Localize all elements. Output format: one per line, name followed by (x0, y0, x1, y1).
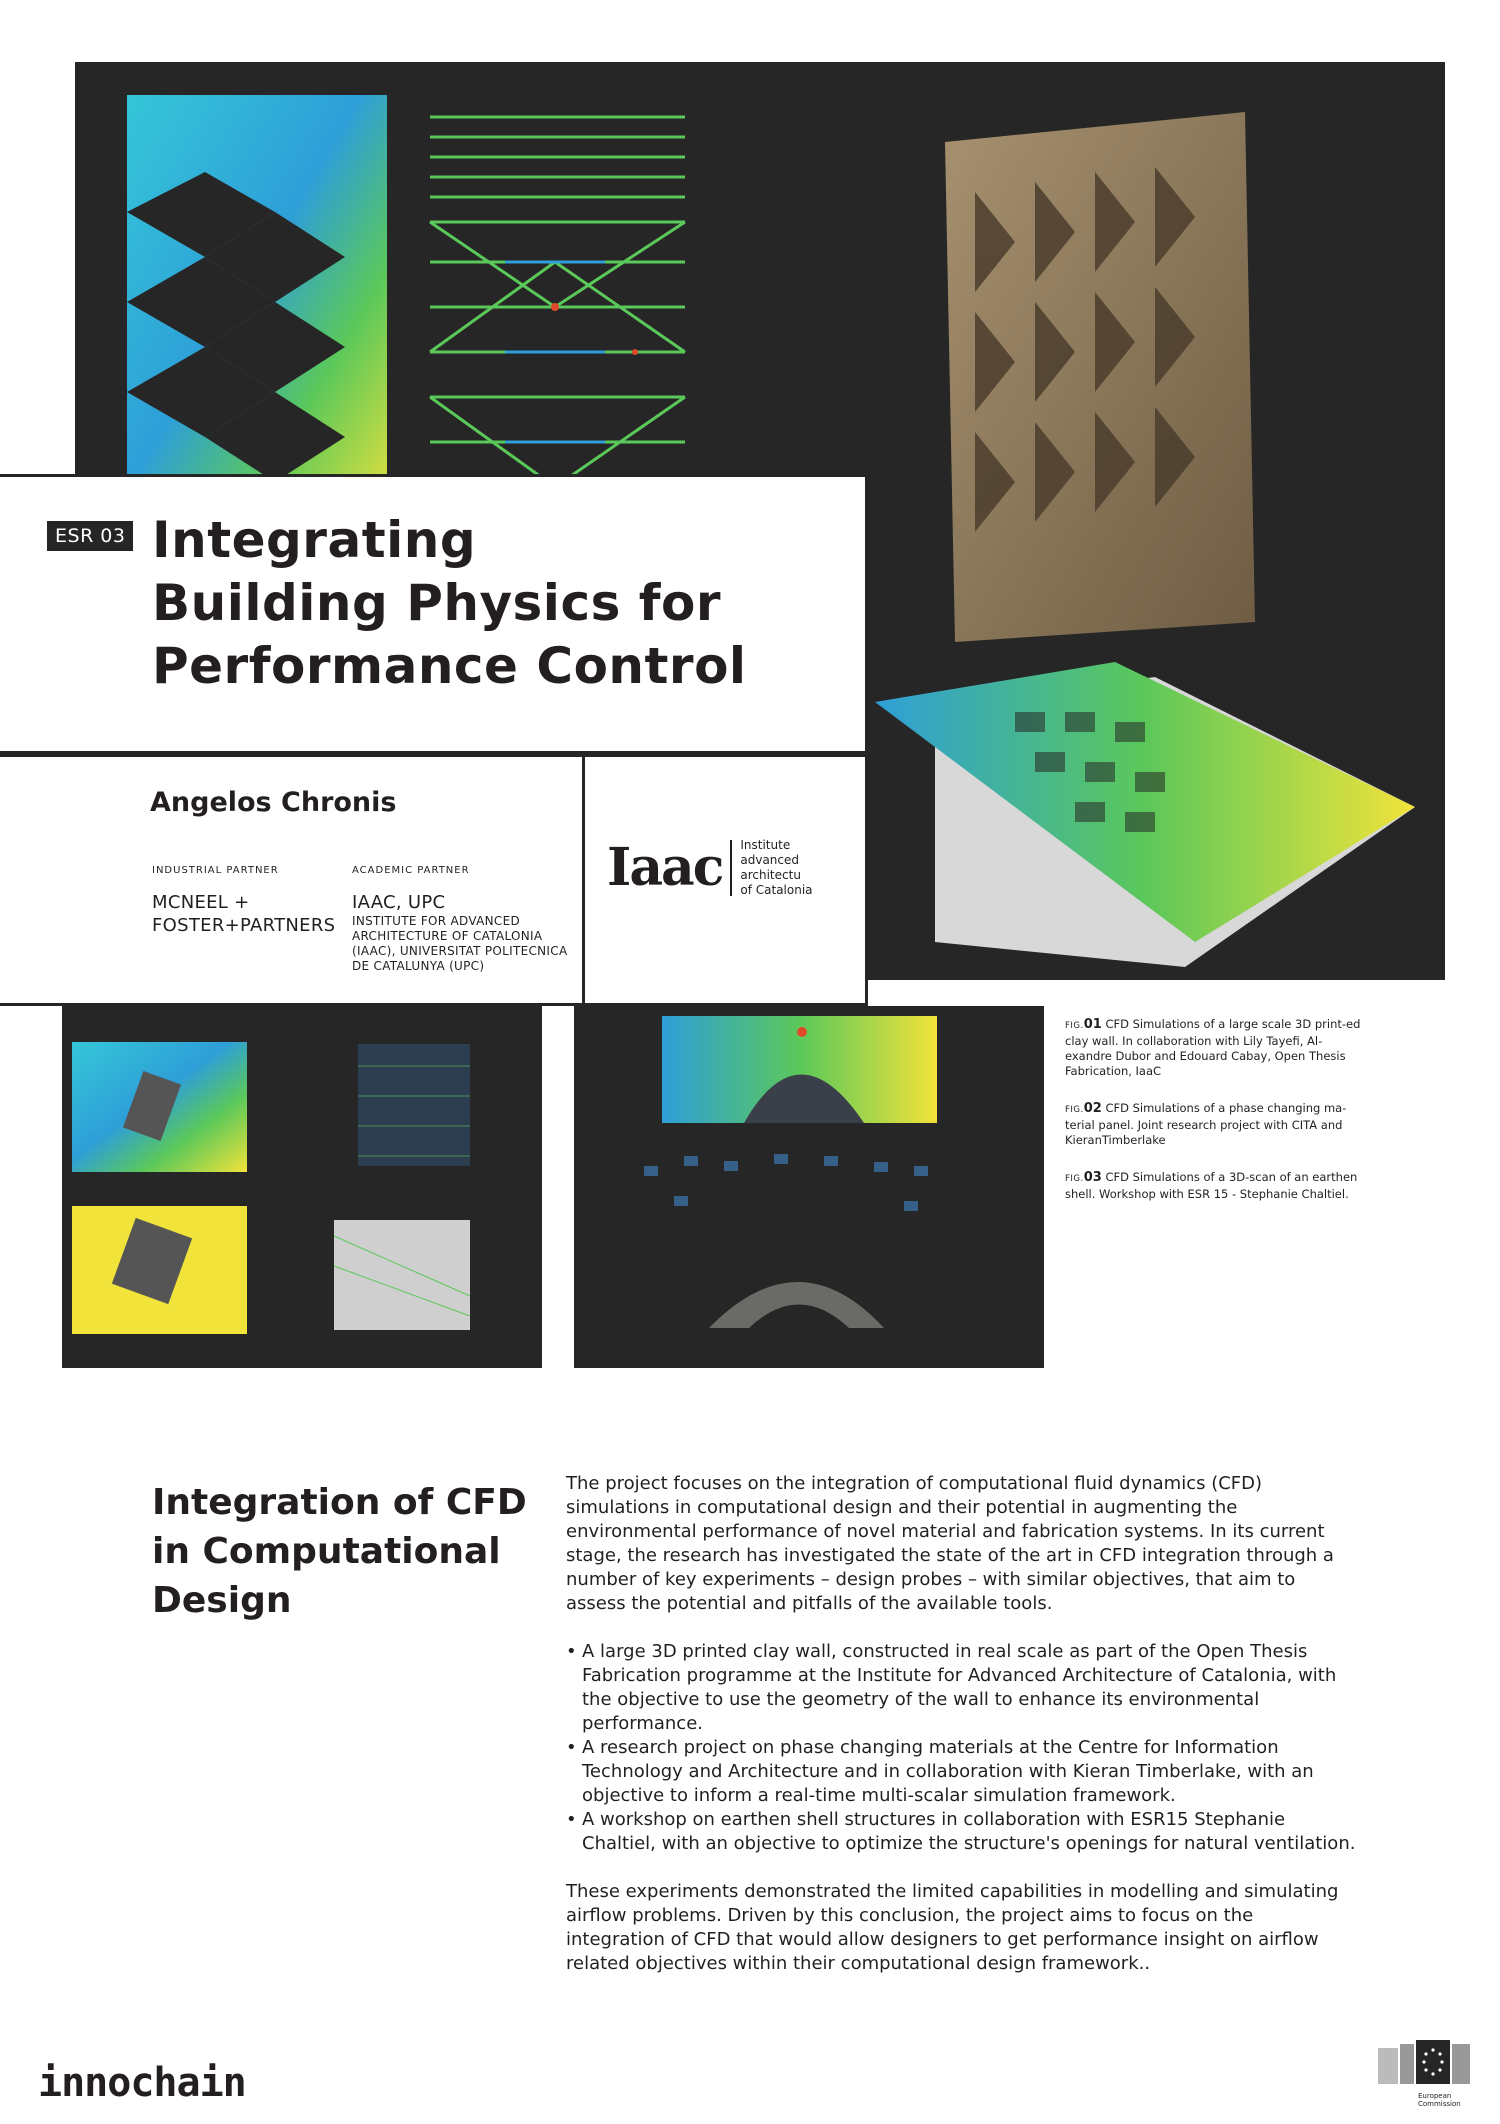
list-item: • A workshop on earthen shell structures in collaboration with ESR15 Stephanie Chaltiel, with an objective to optimize the structure's openings for natural ventilation. (566, 1808, 1356, 1856)
caption-text: CFD Simulations of a 3D-scan of an earthen shell. Workshop with ESR 15 - Stephanie Chaltiel. (1065, 1170, 1358, 1201)
fig02-image-panel (62, 1006, 542, 1368)
caption-fig02 (1065, 1101, 1363, 1148)
logo-text-line: architectu (740, 867, 801, 882)
title-line: Building Physics for (152, 574, 722, 632)
eu-commission-logo (1378, 2040, 1470, 2106)
list-item: • A research project on phase changing materials at the Centre for Information Technology and Architecture and in collaboration with Kieran Timberlake, with an objective to inform a real-time multi-scalar simulation framework. (566, 1736, 1356, 1808)
author-box (0, 754, 585, 1006)
figure-captions (1065, 1017, 1363, 1202)
earthen-shell-cfd (574, 1006, 1044, 1368)
academic-partner-detail (352, 914, 567, 974)
logo-text-line: Institute (740, 837, 791, 852)
page-title (152, 509, 747, 698)
caption-fig-num: 01 (1083, 1017, 1102, 1032)
fig03-image-panel (574, 1006, 1044, 1368)
eu-label-line: Commission (1418, 2100, 1461, 2108)
caption-fig-num: 03 (1083, 1170, 1102, 1185)
partner-line: FOSTER+PARTNERS (152, 915, 336, 936)
section-title (152, 1478, 527, 1625)
academic-partner-name: IAAC, UPC (352, 892, 446, 913)
clay-wall-photo (945, 112, 1255, 642)
section-title-line: in Computational (152, 1531, 501, 1572)
detail-line: (IAAC), UNIVERSITAT POLITECNICA (352, 944, 568, 958)
logo-divider (730, 840, 732, 896)
section-title-line: Design (152, 1580, 292, 1621)
section-title-line: Integration of CFD (152, 1482, 527, 1523)
experiment-list (566, 1640, 1356, 1856)
caption-fig01 (1065, 1017, 1363, 1079)
industrial-partner-name (152, 891, 335, 937)
detail-line: INSTITUTE FOR ADVANCED (352, 914, 521, 928)
logo-text-line: advanced (740, 852, 800, 867)
industrial-partner-label: INDUSTRIAL PARTNER (152, 865, 279, 876)
esr-badge: ESR 03 (47, 521, 133, 551)
title-line: Performance Control (152, 637, 747, 695)
eu-label (1418, 2092, 1470, 2108)
conclusion-paragraph: These experiments demonstrated the limited capabilities in modelling and simulating airflow problems. Driven by this conclusion, the project aims to focus on the integration of CFD that would allow designers to get performance insight on airflow related objectives within their computational design framework.. (566, 1881, 1339, 1974)
iaac-logo-box (582, 754, 868, 1006)
caption-text: CFD Simulations of a large scale 3D print-ed clay wall. In collaboration with Lily Tayefi, Al-exandre Dubor and Edouard Cabay, Open Thesis Fabrication, IaaC (1065, 1017, 1361, 1078)
detail-line: DE CATALUNYA (UPC) (352, 959, 485, 973)
title-box (0, 474, 868, 754)
intro-paragraph: The project focuses on the integration of computational fluid dynamics (CFD) simulations in computational design and their potential in augmenting the environmental performance of novel material and fabrication systems. In its current stage, the research has investigated the state of the art in CFD integration through a number of key experiments – design probes – with similar objectives, that aim to assess the potential and pitfalls of the available tools. (566, 1473, 1334, 1614)
academic-partner-label: ACADEMIC PARTNER (352, 865, 470, 876)
title-line: Integrating (152, 511, 477, 569)
eu-flag-icon (1378, 2040, 1470, 2088)
detail-line: ARCHITECTURE OF CATALONIA (352, 929, 543, 943)
author-name: Angelos Chronis (150, 787, 397, 818)
caption-fig-label: FIG. (1065, 1105, 1084, 1115)
innochain-logo: innochain (38, 2060, 246, 2106)
iaac-logo-text (740, 838, 812, 898)
cfd-streamlines (427, 95, 687, 535)
iaac-logo-mark: Iaac (607, 837, 723, 898)
logo-text-line: of Catalonia (740, 882, 813, 897)
section-body (566, 1472, 1356, 1976)
partner-line: MCNEEL + (152, 892, 250, 913)
phase-change-cfd (62, 1006, 542, 1368)
caption-fig-label: FIG. (1065, 1174, 1084, 1184)
caption-text: CFD Simulations of a phase changing ma-terial panel. Joint research project with CITA and KieranTimberlake (1065, 1101, 1347, 1147)
caption-fig-label: FIG. (1065, 1021, 1084, 1031)
iaac-logo (607, 837, 813, 898)
caption-fig03 (1065, 1170, 1363, 1202)
caption-fig-num: 02 (1083, 1101, 1102, 1116)
cfd-3d-plane (875, 662, 1415, 967)
eu-label-line: European (1418, 2092, 1452, 2100)
list-item: • A large 3D printed clay wall, constructed in real scale as part of the Open Thesis Fabrication programme at the Institute for Advanced Architecture of Catalonia, with the objective to use the geometry of the wall to enhance its environmental performance. (566, 1640, 1356, 1736)
